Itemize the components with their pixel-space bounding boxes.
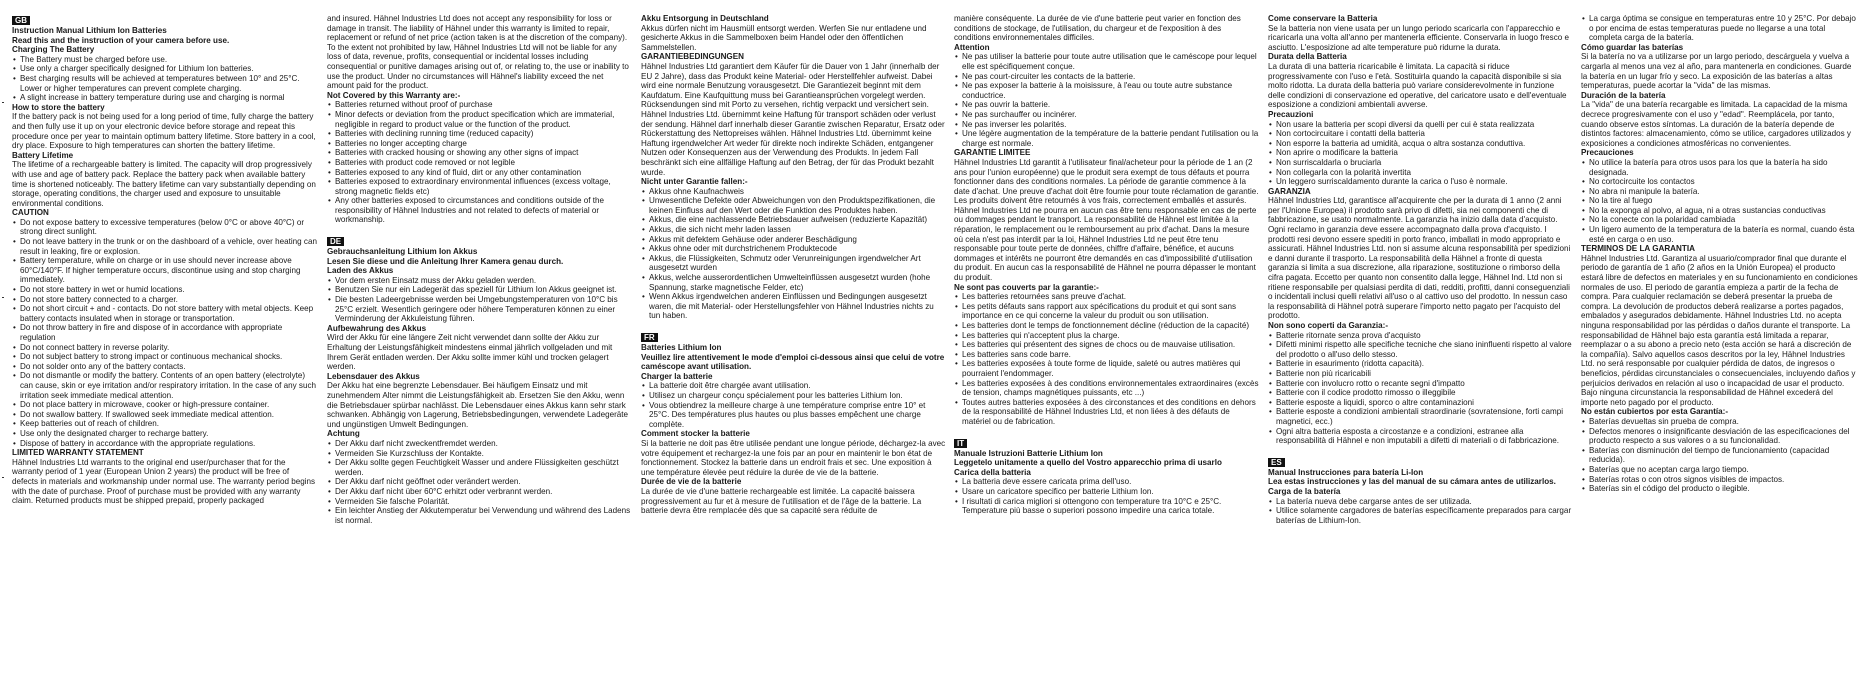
list-item: • I risultati di carica migliori si ottengono con temperature tra 10°C e 25°C. Temperature più basse o superiori possono impedire una carica totale. — [962, 497, 1259, 516]
paragraph: Akkus dürfen nicht im Hausmüll entsorgt werden. Werfen Sie nur entladene und gesicherte Akkus in die Sammelboxen beim Handel oder den öffentlichen Sammelstellen. — [641, 23, 927, 52]
section-heading: How to store the battery — [12, 102, 105, 112]
list-item: • Les batteries qui présentent des signes de chocs ou de mauvaise utilisation. — [962, 340, 1259, 350]
section-heading: Achtung — [327, 429, 360, 439]
section-spacer — [641, 321, 946, 331]
list-item: • Batterie esposte a condizioni ambientali straordinarie (sovratensione, forti campi magnetici, ecc.) — [1276, 407, 1573, 426]
section-heading: Ne sont pas couverts par la garantie:- — [954, 282, 1099, 292]
section-heading: Charger la batterie — [641, 371, 713, 381]
list-item: • Ne pas exposer la batterie à la moisissure, à l'eau ou toute autre substance conductrice. — [962, 81, 1259, 100]
section-heading: Lebensdauer des Akkus — [327, 371, 420, 381]
list-item: • Der Akku darf nicht zweckentfremdet werden. — [335, 439, 632, 449]
bullet-list — [1268, 120, 1573, 187]
list-item: • Un ligero aumento de la temperatura de la batería es normal, cuando ésta esté en carga o en uso. — [1589, 225, 1859, 244]
list-item: • Batteries with cracked housing or showing any other signs of impact — [335, 148, 632, 158]
section-heading: Aufbewahrung des Akkus — [327, 323, 427, 333]
manual-title: Veuillez lire attentivement le mode d'emploi ci-dessous ainsi que celui de votre caméscope avant utilisation. — [641, 352, 945, 372]
list-item: • Batterie non più ricaricabili — [1276, 369, 1573, 379]
manual-title: Instruction Manual Lithium Ion Batteries — [12, 26, 167, 35]
list-item: • Defectos menores o insignificante desviación de las especificaciones del producto respecto a sus valores o a su funcionalidad. — [1589, 427, 1859, 446]
bullet-list — [1581, 417, 1859, 494]
list-item: • Vermeiden Sie falsche Polarität. — [335, 497, 632, 507]
section-heading: Durée de vie de la batterie — [641, 477, 742, 487]
list-item: • Do not store battery connected to a charger. — [20, 295, 317, 305]
list-item: • Unwesentliche Defekte oder Abweichungen von den Produktspezifikationen, die keinen Einfluss auf den Wert oder die Funktion des Produktes haben. — [649, 196, 946, 215]
list-item: • La batería nueva debe cargarse antes de ser utilizada. — [1276, 497, 1573, 507]
paragraph: Hähnel Industries Ltd garantiert dem Käufer für die Dauer von 1 Jahr (innerhalb der EU 2 Jahre), dass das Produkt keine Material- oder Herstellfehler aufweist. Dabei wird eine normale Benutzung vorausgesetzt. Die Garantiezeit beginnt mit dem Kaufdatum. Eine Kaufquittung muss bei Garantieansprüchen vorgelegt werden. Rücksendungen sind mit Porto zu versehen, richtig verpackt und versichert sein. Hähnel Industries Ltd. übernimmt keine Haftung für transport schäden oder verlust der sendung. Hähnel darf innerhalb dieser Garantie zwischen Reparatur, Ersatz oder Rückerstattung des Nettopreises wählen. Hähnel Industries Ltd. übernimmt keine Haftung irgendwelcher Art weder für direkte noch indirekte Schäden, entgangener Nutzen oder Konsequenzen aus der Verwendung des Produkts. In jedem Fall beschränkt sich eine allfällige Haftung auf den Betrag, der für das Produkt bezahlt wurde. — [641, 61, 945, 177]
list-item: • Batterie ritornate senza prova d'acquisto — [1276, 331, 1573, 341]
list-item: • Der Akku darf nicht über 60°C erhitzt oder verbrannt werden. — [335, 487, 632, 497]
section-heading: Precauzioni — [1268, 109, 1314, 119]
list-item: • Battery temperature, while on charge or in use should never increase above 60°C/140°F. If higher temperature occurs, discontinue using and stop charging immediately. — [20, 256, 317, 285]
column-2 — [327, 14, 632, 525]
paragraph: Wird der Akku für eine längere Zeit nicht verwendet dann sollte der Akku zur Erhaltung der Leistungsfähigkeit mindestens einmal jährlich vollgeladen und mit Ihrem Gerät entladen werden. Der Akku sollte immer kühl und trocken gelagert werden. — [327, 333, 613, 372]
list-item: • Les batteries retournées sans preuve d'achat. — [962, 292, 1259, 302]
section-heading: GARANZIA — [1268, 186, 1311, 196]
list-item: • Do not store battery in wet or humid locations. — [20, 285, 317, 295]
list-item: • Die besten Ladeergebnisse werden bei Umgebungstemperaturen von 10°C bis 25°C erzielt. Wesentlich geringere oder höhere Temperaturen können zu einer Verminderung der Akkuleistung führen. — [335, 295, 632, 324]
language-section-header — [954, 437, 1259, 449]
list-item: • Ne pas court-circuiter les contacts de la batterie. — [962, 72, 1259, 82]
list-item: • Usare un caricatore specifico per batterie Lithium Ion. — [962, 487, 1259, 497]
section-heading: CAUTION — [12, 208, 49, 218]
paragraph: La durée de vie d'une batterie rechargeable est limitée. La capacité baissera progressivement au fur et à mesure de l'utilisation et de l'âge de la batterie. La batterie devra être remplacée dès que sa capacité sera réduite de — [641, 486, 922, 516]
column-1 — [12, 14, 317, 506]
list-item: • No la tire al fuego — [1589, 196, 1859, 206]
margin-mark — [2, 297, 4, 298]
list-item: • Do not swallow battery. If swallowed seek immediate medical attention. — [20, 410, 317, 420]
paragraph: La "vida" de una batería recargable es limitada. La capacidad de la misma decrece progresivamente con el uso y "edad". Reemplácela, por tanto, cuando observe estos síntomas. La duración de la batería depende de distintos factores: almacenamiento, cómo se utilice, cargadores utilizados y exposiciones a condiciones atmosféricas no convenientes. — [1581, 100, 1851, 148]
list-item: • Vor dem ersten Einsatz muss der Akku geladen werden. — [335, 276, 632, 286]
section-heading: GARANTIE LIMITEE — [954, 148, 1031, 158]
list-item: • Do not place battery in microwave, cooker or high-pressure container. — [20, 400, 317, 410]
section-heading: Not Covered by this Warranty are:- — [327, 90, 461, 100]
column-4 — [954, 14, 1259, 516]
bullet-list — [954, 292, 1259, 426]
manual-title: Manuale Istruzioni Batterie Lithium Ion — [954, 448, 1103, 458]
list-item: • Der Akku darf nicht geöffnet oder verändert werden. — [335, 477, 632, 487]
list-item: • Do not subject battery to strong impact or continuous mechanical shocks. — [20, 352, 317, 362]
section-heading: Comment stocker la batterie — [641, 429, 750, 439]
section-heading: Carica della batteria — [954, 467, 1031, 477]
section-heading: Cómo guardar las baterías — [1581, 42, 1684, 52]
section-heading: TERMINOS DE LA GARANTIA — [1581, 244, 1695, 254]
list-item: • Toutes autres batteries exposées à des circonstances et des conditions en dehors de la responsabilité de Hähnel Industries Ltd, et non liées à des défauts de matériel ou de fabrication. — [962, 398, 1259, 427]
paragraph: If the battery pack is not being used for a long period of time, fully charge the battery and then fully use it up on your electronic device before storage and repeat this procedure once per year to maintain optimum battery lifetime. Store battery in a cool, dry place. Exposure to high temperatures can shorten the battery lifetime. — [12, 112, 316, 151]
list-item: • Un leggero surriscaldamento durante la carica o l'uso è normale. — [1276, 177, 1573, 187]
list-item: • Batterie con il codice prodotto rimosso o illeggibile — [1276, 388, 1573, 398]
bullet-list — [12, 55, 317, 103]
list-item: • The Battery must be charged before use. — [20, 55, 317, 65]
paragraph: Si la batterie ne doit pas être utilisée pendant une longue période, déchargez-la avec votre équipement et rechargez-la une fois par an pour en maintenir le bon état de fonctionnement. Stockez la batterie dans un endroit frais et sec. Une exposition à une température élevée peut réduire la durée de vie de la batterie. — [641, 438, 946, 477]
section-heading: Akku Entsorgung in Deutschland — [641, 14, 769, 23]
bullet-list — [327, 439, 632, 525]
section-heading: Nicht unter Garantie fallen:- — [641, 177, 748, 187]
section-heading: Precauciones — [1581, 148, 1634, 158]
section-heading: No están cubiertos por esta Garantía:- — [1581, 407, 1729, 417]
paragraph: manière conséquente. La durée de vie d'une batterie peut varier en fonction des conditions de stockage, de l'utilisation, du chargeur et de l'exposition à des conditions environnementales difficiles. — [954, 14, 1241, 43]
list-item: • Batteries returned without proof of purchase — [335, 100, 632, 110]
language-tag: ES — [1268, 458, 1285, 467]
bullet-list — [12, 218, 317, 448]
margin-mark — [2, 477, 4, 478]
list-item: • La batterie doit être chargée avant utilisation. — [649, 381, 946, 391]
section-heading: Charging The Battery — [12, 45, 95, 55]
section-heading: Come conservare la Batteria — [1268, 14, 1378, 23]
manual-title: Read this and the instruction of your camera before use. — [12, 35, 230, 45]
list-item: • Do not connect battery in reverse polarity. — [20, 343, 317, 353]
list-item: • Use only a charger specifically designed for Lithium Ion batteries. — [20, 64, 317, 74]
list-item: • Vous obtiendrez la meilleure charge à une température comprise entre 10° et 25°C. Des températures plus hautes ou plus basses empêchent une charge complète. — [649, 401, 946, 430]
bullet-list — [954, 477, 1259, 515]
margin-mark — [2, 102, 4, 103]
section-heading: GARANTIEBEDINGUNGEN — [641, 52, 744, 62]
list-item: • Ne pas surchauffer ou incinérer. — [962, 110, 1259, 120]
list-item: • Der Akku sollte gegen Feuchtigkeit Wasser und andere Flüssigkeiten geschützt werden. — [335, 458, 632, 477]
list-item: • Utilice solamente cargadores de baterías específicamente preparados para cargar baterías de Lithium-Ion. — [1276, 506, 1573, 525]
list-item: • Minor defects or deviation from the product specification which are immaterial, negligible in regard to product value or the function of the product. — [335, 110, 632, 129]
bullet-list — [1268, 497, 1573, 526]
list-item: • Dispose of battery in accordance with the appropriate regulations. — [20, 439, 317, 449]
list-item: • Les batteries sans code barre. — [962, 350, 1259, 360]
paragraph: Si la batería no va a utilizarse por un largo periodo, descárguela y vuelva a cargarla al menos una vez al año, para mantenerla en condiciones. Guarde la batería en un lugar frío y seco. La exposición de las baterías a altas temperaturas, puede acortar la "vida" de las mismas. — [1581, 52, 1852, 91]
list-item: • Non surriscaldarla o bruciarla — [1276, 158, 1573, 168]
list-item: • Baterías sin el código del producto o ilegible. — [1589, 484, 1859, 494]
list-item: • A slight increase in battery temperature during use and charging is normal — [20, 93, 317, 103]
list-item: • Use only the designated charger to recharge battery. — [20, 429, 317, 439]
list-item: • Batteries exposed to extraordinary environmental influences (excess voltage, strong magnetic fields etc) — [335, 177, 632, 196]
list-item: • Non collegarla con la polarità invertita — [1276, 168, 1573, 178]
bullet-list — [1581, 158, 1859, 244]
section-heading: LIMITED WARRANTY STATEMENT — [12, 448, 144, 458]
list-item: • No utilice la batería para otros usos para los que la batería ha sido designada. — [1589, 158, 1859, 177]
list-item: • Ne pas utiliser la batterie pour toute autre utilisation que le caméscope pour lequel elle est spécifiquement conçue. — [962, 52, 1259, 71]
language-tag: DE — [327, 237, 344, 246]
list-item: • Ne pas inverser les polarités. — [962, 120, 1259, 130]
section-heading: Non sono coperti da Garanzia:- — [1268, 321, 1389, 330]
list-item: • Baterías que no aceptan carga largo tiempo. — [1589, 465, 1859, 475]
bullet-list — [1581, 14, 1859, 43]
bullet-list — [327, 100, 632, 225]
list-item: • La carga óptima se consigue en temperaturas entre 10 y 25°C. Por debajo o por encima de estas temperaturas puede no llegarse a una total completa carga de la batería. — [1589, 14, 1859, 43]
list-item: • Akkus, welche ausserordentlichen Umwelteinflüssen ausgesetzt wurden (hohe Spannung, starke magnetische Felder, etc) — [649, 273, 946, 292]
list-item: • Batterie con involucro rotto o recante segni d'impatto — [1276, 379, 1573, 389]
section-heading: Carga de la batería — [1268, 486, 1341, 496]
section-spacer — [327, 225, 632, 235]
list-item: • Batteries with declining running time (reduced capacity) — [335, 129, 632, 139]
list-item: • La batteria deve essere caricata prima dell'uso. — [962, 477, 1259, 487]
paragraph: and insured. Hähnel Industries Ltd does not accept any responsibility for loss or damage in transit. The liability of Hähnel under this warranty is limited to repair, replacement or refund of net price (action taken is at the discretion of the company). To the extent not prohibited by law, Hähnel Industries Ltd will not be liable for any loss of data, revenue, profits, consequential or incidental losses including consequential or punitive damages arising out of, or relating to, the use or inability to use the product. Under no circumstances will Hähnel's liability exceed the net amount paid for the product. — [327, 14, 629, 91]
list-item: • Vermeiden Sie Kurzschluss der Kontakte. — [335, 449, 632, 459]
paragraph: Hähnel Industries Ltd, garantisce all'acquirente che per la durata di 1 anno (2 anni per l'Unione Europea) il prodotto sarà privo di difetti, sia nei componenti che di fabbricazione, se usato normalmente. La garanzia ha inizio dalla data d'acquisto. Ogni reclamo in garanzia deve essere accompagnato dalla prova d'acquisto. I prodotti resi devono essere spediti in porto franco, imballati in modo appropriato e assicurati. Hähnel Industries Ltd. non si assume alcuna responsabilità per spedizioni e danni durante il trasporto. La responsabilità della Hähnel a fronte di questa garanzia si limita a sua discrezione, alla riparazione, sostituzione o rimborso della cifra pagata. Eccetto per quanto non consentito dalla legge, Hähnel Ind. Ltd non si ritiene responsabile per qualsiasi perdita di dati, redditi, profitti, danni conseguenziali o incidentali inclusi quelli relativi all'uso o al cattivo uso del prodotto. In nessun caso la responsabilità di Hähnel potrà superare l'importo netto pagato per l'acquisto del prodotto. — [1268, 196, 1571, 321]
section-heading: Battery Lifetime — [12, 150, 74, 160]
list-item: • No la exponga al polvo, al agua, ni a otras sustancias conductivas — [1589, 206, 1859, 216]
list-item: • Les petits défauts sans rapport aux spécifications du produit et qui sont sans importance en ce qui concerne la valeur du produit ou son utilisation. — [962, 302, 1259, 321]
language-section-header — [12, 14, 317, 26]
manual-title: Manual Instrucciones para batería Li-Ion — [1268, 467, 1424, 477]
list-item: • Akkus ohne Kaufnachweis — [649, 187, 946, 197]
list-item: • Une légère augmentation de la température de la batterie pendant l'utilisation ou la charge est normale. — [962, 129, 1259, 148]
list-item: • Best charging results will be achieved at temperatures between 10° and 25°C. Lower or higher temperatures can prevent complete charging. — [20, 74, 317, 93]
language-section-header — [327, 235, 632, 247]
list-item: • Les batteries exposées à toute forme de liquide, saleté ou autres matières qui pourraient l'endommager. — [962, 359, 1259, 378]
manual-title: Lesen Sie diese und die Anleitung Ihrer Kamera genau durch. — [327, 256, 564, 266]
paragraph: Hähnel Industries Ltd. Garantiza al usuario/comprador final que durante el periodo de garantía de 1 año (2 años en la Unión Europea) el producto estará libre de defectos en materiales y en su funcionamiento en condiciones normales de uso. El periodo de garantía empieza a partir de la fecha de compra. Para cualquier reclamación se deberá presentar la prueba de compra. La devolución de productos deberá realizarse a portes pagados, embalados y asegurados debidamente. Hähnel Industries Ltd. no acepta ninguna responsabilidad por las pérdidas o daños durante el transporte. La responsabilidad de Hähnel bajo esta garantía está limitada a reparar, reemplazar o a su abono a precio neto (esta acción se hará a discreción de la compañía). Salvo aquellos casos descritos por la ley, Hähnel Industries Ltd. no será responsable por cualquier pérdida de datos, de ingresos o beneficios, pérdidas circunstanciales o consecuenciales, incluyendo daños y perjuicios derivados en relación al uso o incapacidad de usar el producto. Bajo ninguna circunstancia la responsabilidad de Hähnel excederá del importe neto pagado por el producto. — [1581, 253, 1858, 407]
bullet-list — [641, 381, 946, 429]
list-item: • Wenn Akkus irgendwelchen anderen Einflüssen und Bedingungen ausgesetzt waren, die mit Material- oder Herstellungsfehler von Hähnel Industries nichts zu tun haben. — [649, 292, 946, 321]
paragraph: The lifetime of a rechargeable battery is limited. The capacity will drop progressively with use and age of battery pack. Replace the battery pack when available battery time is shortened noticeably. The battery lifetime can vary substantially depending on storage, operating conditions, the charger used and exposure to unsuitable environmental conditions. — [12, 160, 316, 208]
list-item: • Non cortocircuitare i contatti della batteria — [1276, 129, 1573, 139]
manual-title: Gebrauchsanleitung Lithium Ion Akkus — [327, 247, 478, 257]
list-item: • Do not leave battery in the trunk or on the dashboard of a vehicle, over heating can result in leaking, fire or explosion. — [20, 237, 317, 256]
list-item: • No cortocircuite los contactos — [1589, 177, 1859, 187]
section-heading: Duración de la batería — [1581, 90, 1666, 100]
list-item: • Akkus mit defektem Gehäuse oder anderer Beschädigung — [649, 235, 946, 245]
list-item: • No abra ni manipule la batería. — [1589, 187, 1859, 197]
paragraph: Hähnel Industries Ltd garantit à l'utilisateur final/acheteur pour la période de 1 an (2 ans pour l'union européenne) que le produit sera exempt de tous défauts et pourra fonctionner dans des conditions normales. La période de garantie commence à la date d'achat. Une preuve d'achat doit être fournie pour toute réclamation de garantie. Les produits doivent être retournés à vos frais, correctement emballés et assurés. Hähnel Industries Ltd ne pourra en aucun cas être tenu responsable en cas de perte ou dommages pendant le transport. La responsabilité de Hähnel est limitée à la réparation, le remplacement ou le remboursement au prix d'achat. Dans la mesure où cela n'est pas interdit par la loi, Hähnel Industries Ltd ne peut être tenu responsable pour toute perte de données, chiffre d'affaire, bénéfice, et aucuns dommages et intérêts ne pourront être demandés en cas d'impossibilité d'utilisation du produit. En aucun cas la responsabilité de Hähnel ne pourra dépasser le montant du produit. — [954, 157, 1259, 283]
paragraph: Der Akku hat eine begrenzte Lebensdauer. Bei häufigem Einsatz und mit zunehmendem Alter nimmt die Leistungsfähigkeit ab. Ersetzen Sie den Akku, wenn die Betriebsdauer spürbar nachlässt. Die Lebensdauer eines Akkus kann sehr stark schwanken. Abhängig von Lagerung, Betriebsbedingungen, verwendete Ladegeräte und ungünstigen Umwelt Bedingungen. — [327, 381, 629, 429]
list-item: • Les batteries exposées à des conditions environnementales extraordinaires (excès de tension, champs magnétiques puissants, etc ...) — [962, 379, 1259, 398]
section-heading: Laden des Akkus — [327, 266, 394, 276]
manual-title: Lea estas instrucciones y las del manual de su cámara antes de utilizarlos. — [1268, 477, 1556, 487]
section-spacer — [1268, 446, 1573, 456]
language-tag: FR — [641, 333, 658, 342]
list-item: • Do not solder onto any of the battery contacts. — [20, 362, 317, 372]
list-item: • Les batteries qui n'acceptent plus la charge. — [962, 331, 1259, 341]
list-item: • Keep batteries out of reach of children. — [20, 419, 317, 429]
list-item: • Utilisez un chargeur conçu spécialement pour les batteries Lithium Ion. — [649, 391, 946, 401]
paragraph: Hähnel Industries Ltd warrants to the original end user/purchaser that for the warranty period of 1 year (European Union 2 years) the product will be free of defects in materials and workmanship under normal use. The warranty period begins with the date of purchase. Proof of purchase must be provided with any warranty claim. Returned products must be shipped prepaid, properly packaged — [12, 457, 316, 506]
paragraph: La durata di una batteria ricaricabile è limitata. La capacità si riduce progressivamente con l'uso e l'età. Sostituirla quando la capacità disponibile si sia molto ridotta. La durata della batteria può variare considerevolmente in funzione delle condizioni di conservazione ed operative, del caricatore usato e dell'eventuale esposizione a condizioni ambientali avverse. — [1268, 61, 1567, 110]
list-item: • Batterie esposte a liquidi, sporco o altre contaminazioni — [1276, 398, 1573, 408]
list-item: • Benutzen Sie nur ein Ladegerät das speziell für Lithium Ion Akkus geeignet ist. — [335, 285, 632, 295]
list-item: • Batteries no longer accepting charge — [335, 139, 632, 149]
list-item: • Difetti minimi rispetto alle specifiche tecniche che siano ininfluenti rispetto al valore del prodotto o all'uso dello stesso. — [1276, 340, 1573, 359]
list-item: • Do not expose battery to excessive temperatures (below 0°C or above 40°C) or strong direct sunlight. — [20, 218, 317, 237]
list-item: • Batteries with product code removed or not legible — [335, 158, 632, 168]
list-item: • Non esporre la batteria ad umidità, acqua o altra sostanza conduttiva. — [1276, 139, 1573, 149]
list-item: • Any other batteries exposed to circumstances and conditions outside of the responsibility of Hähnel Industries and not related to defects of material or workmanship. — [335, 196, 632, 225]
column-6 — [1581, 14, 1859, 494]
bullet-list — [1268, 331, 1573, 446]
list-item: • Baterías con disminución del tiempo de funcionamiento (capacidad reducida). — [1589, 446, 1859, 465]
bullet-list — [641, 187, 946, 321]
list-item: • Do not throw battery in fire and dispose of in accordance with appropriate regulation — [20, 323, 317, 342]
list-item: • Les batteries dont le temps de fonctionnement décline (réduction de la capacité) — [962, 321, 1259, 331]
manual-title: Leggetelo unitamente a quello del Vostro apparecchio prima di usarlo — [954, 458, 1222, 468]
list-item: • Non aprire o modificare la batteria — [1276, 148, 1573, 158]
list-item: • Batteries exposed to any kind of fluid, dirt or any other contamination — [335, 168, 632, 178]
list-item: • Akkus, die Flüssigkeiten, Schmutz oder Verunreinigungen irgendwelcher Art ausgesetzt wurden — [649, 254, 946, 273]
column-5 — [1268, 14, 1573, 525]
section-heading: Attention — [954, 42, 990, 52]
language-section-header — [641, 331, 946, 343]
paragraph: Se la batteria non viene usata per un lungo periodo scaricarla con l'apparecchio e ricaricarla una volta all'anno per mantenerla efficiente. Conservarla in luogo fresco e asciutto. L'esposizione ad alte temperature può ridurne la durata. — [1268, 23, 1570, 52]
list-item: • Baterías rotas o con otros signos visibles de impactos. — [1589, 475, 1859, 485]
list-item: • Batterie in esaurimento (ridotta capacità). — [1276, 359, 1573, 369]
section-spacer — [954, 427, 1259, 437]
list-item: • Akkus, die eine nachlassende Betriebsdauer aufweisen (reduzierte Kapazität) — [649, 215, 946, 225]
list-item: • Do not short circuit + and - contacts. Do not store battery with metal objects. Keep battery contacts insulated when in storage or transportation. — [20, 304, 317, 323]
bullet-list — [327, 276, 632, 324]
list-item: • Akkus, die sich nicht mehr laden lassen — [649, 225, 946, 235]
list-item: • Baterías devueltas sin prueba de compra. — [1589, 417, 1859, 427]
list-item: • Ein leichter Anstieg der Akkutemperatur bei Verwendung und während des Ladens ist normal. — [335, 506, 632, 525]
list-item: • Do not dismantle or modify the battery. Contents of an open battery (electrolyte) can cause, skin or eye irritation and/or respiratory irritation. In the case of any such irritation seek immediate medical attention. — [20, 371, 317, 400]
bullet-list — [954, 52, 1259, 148]
list-item: • Akkus ohne oder mit durchstrichenem Produktecode — [649, 244, 946, 254]
section-heading: Durata della Batteria — [1268, 52, 1347, 62]
language-tag: GB — [12, 16, 30, 25]
manual-title: Batteries Lithium Ion — [641, 343, 722, 352]
list-item: • Ogni altra batteria esposta a circostanze e a condizioni, estranee alla responsabilità di Hähnel e non imputabili a difetti di materiali o di fabbricazione. — [1276, 427, 1573, 446]
column-3 — [641, 14, 946, 516]
list-item: • No la conecte con la polaridad cambiada — [1589, 215, 1859, 225]
language-section-header — [1268, 456, 1573, 468]
list-item: • Non usare la batteria per scopi diversi da quelli per cui è stata realizzata — [1276, 120, 1573, 130]
list-item: • Ne pas ouvrir la batterie. — [962, 100, 1259, 110]
language-tag: IT — [954, 439, 967, 448]
